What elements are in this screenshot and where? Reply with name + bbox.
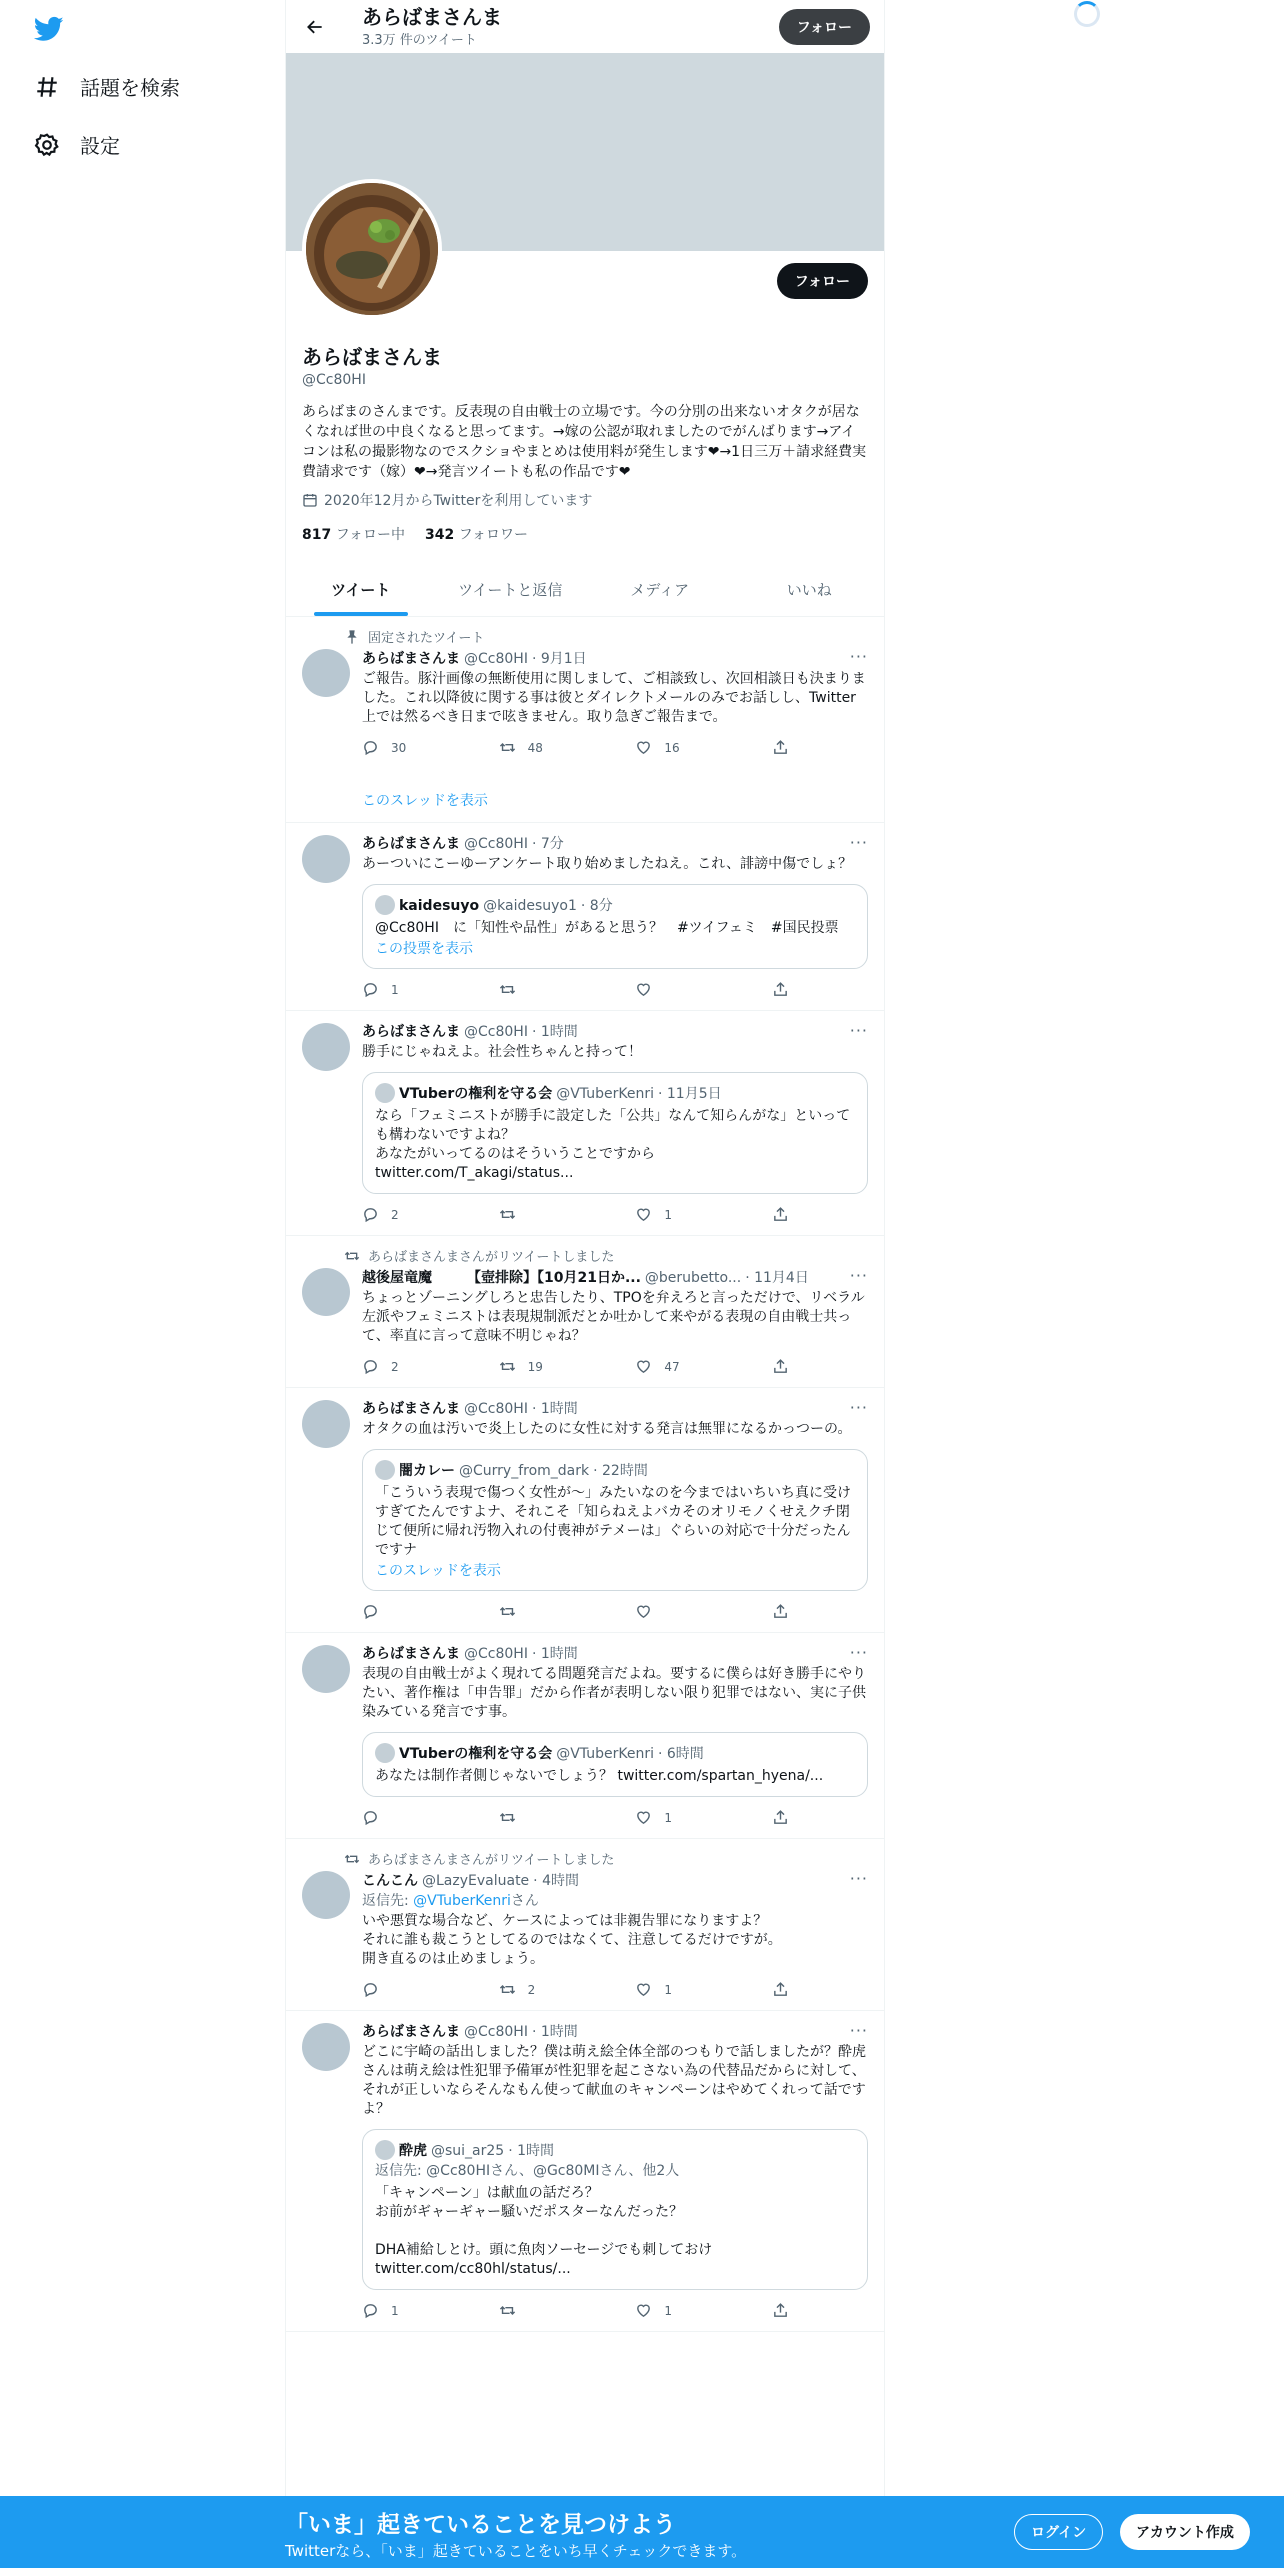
- loading-spinner: [1074, 1, 1100, 27]
- quoted-time: · 11月5日: [657, 1086, 722, 1102]
- social-context-text: 固定されたツイート: [368, 631, 485, 646]
- tweet-header: [362, 1870, 868, 1890]
- following-link[interactable]: [302, 524, 405, 544]
- tab-likes[interactable]: いいね: [786, 581, 832, 599]
- quoted-author-handle: @sui_ar25: [431, 2143, 505, 2159]
- more-options-icon[interactable]: ···: [849, 1398, 868, 1417]
- profile-follow-button[interactable]: フォロー: [777, 263, 868, 299]
- tweet-avatar[interactable]: [302, 835, 350, 883]
- reply-to-suffix: さん: [510, 1893, 539, 1909]
- like-button[interactable]: [635, 1981, 735, 1998]
- quoted-reply-to: 返信先: @Cc80HIさん、@Gc80MIさん、他2人: [375, 2163, 680, 2179]
- reply-to-user[interactable]: @VTuberKenri: [413, 1893, 511, 1909]
- retweet-icon: [344, 1248, 360, 1264]
- tweet-time[interactable]: · 7分: [531, 836, 564, 852]
- following-count: 817: [302, 527, 332, 543]
- quoted-author-name: VTuberの権利を守る会: [399, 1746, 553, 1762]
- tweet-text: オタクの血は汚いで炎上したのに女性に対する発言は無罪になるかっつーの。: [362, 1421, 852, 1437]
- reply-button[interactable]: [362, 1358, 462, 1375]
- quoted-tweet[interactable]: [362, 884, 868, 969]
- tweet-author-handle[interactable]: @berubetto...: [644, 1270, 742, 1286]
- like-count: 47: [664, 1359, 680, 1374]
- reply-icon: [362, 1603, 379, 1620]
- nav-settings[interactable]: [34, 130, 120, 159]
- tweet-actions: [362, 1981, 792, 1998]
- quoted-tweet-header: [375, 1083, 855, 1103]
- like-count: 16: [664, 740, 680, 755]
- retweet-button[interactable]: [499, 2302, 599, 2319]
- login-button[interactable]: ログイン: [1014, 2514, 1103, 2550]
- retweet-count: 19: [527, 1359, 543, 1374]
- hashtag-icon: [34, 74, 60, 100]
- quoted-tweet[interactable]: [362, 2129, 868, 2290]
- tweet-avatar[interactable]: [302, 1400, 350, 1448]
- tweet-author-handle[interactable]: @Cc80HI: [464, 1646, 528, 1662]
- tweet[interactable]: [286, 1011, 884, 1236]
- following-label: フォロー中: [335, 527, 405, 543]
- retweet-button[interactable]: [499, 1981, 599, 1998]
- reply-count: 1: [391, 982, 399, 997]
- reply-icon: [362, 1206, 379, 1223]
- tweet-time[interactable]: · 4時間: [533, 1873, 579, 1889]
- quoted-author-name: 闇カレー: [399, 1463, 455, 1479]
- tab-media[interactable]: メディア: [630, 581, 690, 599]
- share-icon: [772, 1981, 789, 1998]
- tweet-header: [362, 2021, 868, 2041]
- retweet-count: 2: [527, 1982, 536, 1997]
- tweet-author-name[interactable]: あらばまさんま: [362, 2024, 460, 2040]
- reply-button[interactable]: [362, 981, 462, 998]
- tweet-time[interactable]: · 9月1日: [531, 651, 587, 667]
- tweet-avatar[interactable]: [302, 1645, 350, 1693]
- tweet-time[interactable]: · 1時間: [531, 1401, 578, 1417]
- share-icon: [772, 1809, 789, 1826]
- tweet-header: [362, 1267, 868, 1287]
- gear-icon: [34, 132, 60, 158]
- retweet-button[interactable]: [499, 1358, 599, 1375]
- avatar-image: [306, 183, 438, 315]
- tweet-actions: [362, 739, 792, 756]
- quoted-tweet-header: [375, 1743, 855, 1763]
- more-options-icon[interactable]: ···: [849, 833, 868, 852]
- back-button[interactable]: [300, 12, 330, 42]
- quoted-text: 「キャンペーン」は献血の話だろ？ お前がギャーギャー騒いだポスターなんだった？ DHA補給しとけ。頭に魚肉ソーセージでも刺しておけ twitter.com/cc80hl/status/...: [375, 2185, 713, 2277]
- tweet-time[interactable]: · 11月4日: [745, 1270, 809, 1286]
- quoted-author-name: VTuberの権利を守る会: [399, 1086, 553, 1102]
- reply-to-prefix: 返信先:: [362, 1893, 414, 1909]
- tweet-social-context: [332, 627, 868, 646]
- nav-explore[interactable]: [34, 72, 180, 101]
- tweet-actions: [362, 1809, 792, 1826]
- quoted-link[interactable]: この投票を表示: [375, 941, 473, 957]
- quoted-text: なら「フェミニストが勝手に設定した「公共」なんて知らんがな」といっても構わないですよね？ あなたがいってるのはそういうことですから twitter.com/T_akagi/status...: [375, 1108, 851, 1181]
- reply-count: 1: [391, 2303, 399, 2318]
- tweet[interactable]: [286, 1236, 884, 1388]
- retweet-icon: [499, 2302, 516, 2319]
- more-options-icon[interactable]: ···: [849, 1869, 868, 1888]
- more-options-icon[interactable]: ···: [849, 1021, 868, 1040]
- profile-bio: あらばまのさんまです。反表現の自由戦士の立場です。今の分別の出来ないオタクが居なくなれば世の中良くなると思ってます。→嫁の公認が取れましたのでがんばります→アイコンは私の撮影物なのでスクショやまとめは使用料が発生します❤→1日三万＋請求経費実費請求です（嫁）❤→発言ツイートも私の作品です❤: [302, 404, 867, 480]
- tweet-author-handle[interactable]: @Cc80HI: [464, 836, 528, 852]
- more-options-icon[interactable]: ···: [849, 647, 868, 666]
- reply-button[interactable]: [362, 1809, 462, 1826]
- retweet-icon: [499, 1981, 516, 1998]
- heart-icon: [635, 981, 652, 998]
- reply-count: 2: [391, 1207, 399, 1222]
- signup-button[interactable]: アカウント作成: [1120, 2514, 1250, 2550]
- quoted-tweet[interactable]: [362, 1072, 868, 1194]
- reply-button[interactable]: [362, 1206, 462, 1223]
- quoted-avatar: [375, 1083, 395, 1103]
- tweet-text: ご報告。豚汁画像の無断使用に関しまして、ご相談致し、次回相談日も決まりました。これ以降彼に関する事は彼とダイレクトメールのみでお話しし、Twitter上では然るべき日まで呟きません。取り急ぎご報告まで。: [362, 671, 866, 725]
- quoted-avatar: [375, 1743, 395, 1763]
- tab-tweets-and-replies[interactable]: ツイートと返信: [458, 581, 563, 599]
- like-count: 1: [664, 2303, 672, 2318]
- tweet[interactable]: [286, 2011, 884, 2332]
- tweet-header: [362, 648, 868, 668]
- retweet-icon: [499, 739, 516, 756]
- share-button[interactable]: [772, 1603, 792, 1620]
- tweet-actions: [362, 1358, 792, 1375]
- tweet-avatar[interactable]: [302, 1268, 350, 1316]
- like-button[interactable]: [635, 739, 735, 756]
- reply-icon: [362, 981, 379, 998]
- retweet-button[interactable]: [499, 739, 599, 756]
- quoted-text: あなたは制作者側じゃないでしょう？ twitter.com/spartan_hyena/...: [375, 1768, 824, 1784]
- tweet-text: どこに宇崎の話出しました？僕は萌え絵全体全部のつもりで話しましたが？酔虎さんは萌え絵は性犯罪予備軍が性犯罪を起こさない為の代替品だからに対して、それが正しいならそんなもん使って献血のキャンペーンはやめてくれって話ですよ？: [362, 2044, 866, 2117]
- like-button[interactable]: [635, 2302, 735, 2319]
- tweet-social-context: [332, 1849, 868, 1868]
- share-icon: [772, 1603, 789, 1620]
- tweet-text: 勝手にじゃねえよ。社会性ちゃんと持って！: [362, 1044, 642, 1060]
- tweet-avatar[interactable]: [302, 649, 350, 697]
- nav-settings-label: 設定: [80, 134, 120, 158]
- profile-head: [286, 251, 884, 341]
- more-options-icon[interactable]: ···: [849, 1643, 868, 1662]
- profile-joined: [286, 490, 884, 510]
- tweet-author-name[interactable]: 越後屋竜魔 【壺排除】【10月21日か...: [362, 1270, 641, 1286]
- profile-tabs: [286, 564, 884, 617]
- retweet-button[interactable]: [499, 1809, 599, 1826]
- quoted-tweet-header: [375, 2140, 855, 2160]
- heart-icon: [635, 1603, 652, 1620]
- tweet-time[interactable]: · 1時間: [531, 1024, 578, 1040]
- heart-icon: [635, 2302, 652, 2319]
- social-context-text: あらばまさんまさんがリツイートしました: [368, 1853, 615, 1868]
- signup-banner: [0, 2496, 1284, 2568]
- main-column: [285, 0, 885, 2568]
- timeline: [286, 617, 884, 2332]
- back-arrow-icon: [305, 17, 325, 37]
- retweet-button[interactable]: [499, 1206, 599, 1223]
- share-button[interactable]: [772, 739, 792, 756]
- quoted-tweet-header: [375, 1460, 855, 1480]
- tweet-text: あーついにこーゆーアンケート取り始めましたねえ。これ、誹謗中傷でしょ？: [362, 856, 853, 872]
- heart-icon: [635, 1206, 652, 1223]
- like-count: 1: [664, 1982, 672, 1997]
- share-icon: [772, 739, 789, 756]
- more-options-icon[interactable]: ···: [849, 1266, 868, 1285]
- calendar-icon: [302, 492, 318, 508]
- retweet-button[interactable]: [499, 1603, 599, 1620]
- followers-count: 342: [425, 527, 455, 543]
- tweet[interactable]: [286, 823, 884, 1011]
- reply-icon: [362, 1809, 379, 1826]
- like-count: 1: [664, 1207, 672, 1222]
- quoted-tweet-header: [375, 895, 855, 915]
- twitter-bird-icon[interactable]: [34, 14, 64, 44]
- quoted-time: · 22時間: [593, 1463, 648, 1479]
- retweet-icon: [499, 981, 516, 998]
- joined-text: 2020年12月からTwitterを利用しています: [324, 493, 593, 509]
- quoted-tweet[interactable]: [362, 1449, 868, 1591]
- quoted-author-handle: @kaidesuyo1: [483, 898, 577, 914]
- quoted-author-handle: @VTuberKenri: [556, 1086, 654, 1102]
- topbar-titles: [362, 5, 502, 48]
- profile-topbar: [286, 0, 884, 53]
- tweet-author-handle[interactable]: @Cc80HI: [464, 651, 528, 667]
- tweet-author-name[interactable]: あらばまさんま: [362, 1646, 460, 1662]
- followers-label: フォロワー: [458, 527, 528, 543]
- tweet[interactable]: [286, 1633, 884, 1839]
- tweet-author-name[interactable]: あらばまさんま: [362, 836, 460, 852]
- social-context-text: あらばまさんまさんがリツイートしました: [368, 1250, 615, 1265]
- quoted-link[interactable]: このスレッドを表示: [375, 1563, 501, 1579]
- quoted-time: · 8分: [580, 898, 613, 914]
- quoted-author-name: 酔虎: [399, 2143, 427, 2159]
- tweet-author-handle[interactable]: @LazyEvaluate: [422, 1873, 530, 1889]
- tweet[interactable]: [286, 617, 884, 823]
- reply-count: 30: [391, 740, 407, 755]
- tweet-avatar[interactable]: [302, 1023, 350, 1071]
- followers-link[interactable]: [425, 524, 528, 544]
- share-icon: [772, 981, 789, 998]
- retweet-icon: [344, 1851, 360, 1867]
- quoted-text: @Cc80HI に「知性や品性」があると思う？ #ツイフェミ #国民投票: [375, 920, 839, 936]
- retweet-icon: [499, 1206, 516, 1223]
- tweet-time[interactable]: · 1時間: [531, 1646, 578, 1662]
- quoted-author-handle: @Curry_from_dark: [459, 1463, 590, 1479]
- retweet-count: 48: [527, 740, 543, 755]
- retweet-button[interactable]: [499, 981, 599, 998]
- like-count: 1: [664, 1810, 672, 1825]
- tweet-author-name[interactable]: あらばまさんま: [362, 1024, 460, 1040]
- profile-handle: @Cc80HI: [302, 372, 366, 388]
- share-button[interactable]: [772, 981, 792, 998]
- tweet-author-handle[interactable]: @Cc80HI: [464, 1024, 528, 1040]
- quoted-avatar: [375, 895, 395, 915]
- follow-stats: [286, 524, 884, 544]
- like-button[interactable]: [635, 981, 735, 998]
- show-thread-link[interactable]: このスレッドを表示: [362, 793, 488, 809]
- reply-button[interactable]: [362, 1981, 462, 1998]
- share-icon: [772, 1358, 789, 1375]
- heart-icon: [635, 1981, 652, 1998]
- reply-count: 2: [391, 1359, 399, 1374]
- quoted-time: · 6時間: [657, 1746, 704, 1762]
- heart-icon: [635, 1358, 652, 1375]
- tweet-text: いや悪質な場合など、ケースによっては非親告罪になりますよ？ それに誰も裁こうとしてるのではなくて、注意してるだけですが。 開き直るのは止めましょう。: [362, 1913, 782, 1967]
- pin-icon: [344, 629, 360, 645]
- tweet-social-context: [332, 1246, 868, 1265]
- tweet-header: [362, 1021, 868, 1041]
- reply-button[interactable]: [362, 2302, 462, 2319]
- reply-button[interactable]: [362, 1603, 462, 1620]
- like-button[interactable]: [635, 1603, 735, 1620]
- tweet-avatar[interactable]: [302, 2023, 350, 2071]
- tweet-author-name[interactable]: こんこん: [362, 1873, 418, 1889]
- nav-explore-label: 話題を検索: [80, 76, 180, 100]
- more-options-icon[interactable]: ···: [849, 2021, 868, 2040]
- tweet-actions: [362, 1206, 792, 1223]
- topbar-follow-button[interactable]: フォロー: [779, 9, 870, 45]
- tweet-header: [362, 833, 868, 853]
- tweet-text: ちょっとゾーニングしろと忠告したり、TPOを弁えろと言っただけで、リベラル左派やフェミニストは表現規制派だとか吐かして来やがる表現の自由戦士共って、率直に言って意味不明じゃね？: [362, 1290, 865, 1344]
- retweet-icon: [499, 1603, 516, 1620]
- tweet-author-handle[interactable]: @Cc80HI: [464, 2024, 528, 2040]
- retweet-icon: [499, 1358, 516, 1375]
- tweet-avatar[interactable]: [302, 1871, 350, 1919]
- profile-avatar[interactable]: [302, 179, 442, 319]
- share-button[interactable]: [772, 1981, 792, 1998]
- quoted-tweet[interactable]: [362, 1732, 868, 1797]
- signup-banner-title: 「いま」起きていることを見つけよう: [285, 2512, 676, 2538]
- tweet-author-handle[interactable]: @Cc80HI: [464, 1401, 528, 1417]
- reply-icon: [362, 1981, 379, 1998]
- tweet-author-name[interactable]: あらばまさんま: [362, 1401, 460, 1417]
- topbar-tweet-count: 3.3万 件のツイート: [362, 33, 477, 48]
- like-button[interactable]: [635, 1809, 735, 1826]
- tweet-header: [362, 1398, 868, 1418]
- like-button[interactable]: [635, 1358, 735, 1375]
- share-icon: [772, 1206, 789, 1223]
- tab-tweets[interactable]: ツイート: [286, 564, 436, 616]
- tweet-text: 表現の自由戦士がよく現れてる問題発言だよね。要するに僕らは好き勝手にやりたい、著作権は「申告罪」だから作者が表明しない限り犯罪ではない、実に子供染みている発言です事。: [362, 1666, 866, 1720]
- tweet-actions: [362, 981, 792, 998]
- share-button[interactable]: [772, 1358, 792, 1375]
- share-button[interactable]: [772, 2302, 792, 2319]
- topbar-name: あらばまさんま: [362, 5, 502, 29]
- quoted-time: · 1時間: [508, 2143, 555, 2159]
- tweet-actions: [362, 1603, 792, 1620]
- reply-button[interactable]: [362, 739, 462, 756]
- reply-icon: [362, 739, 379, 756]
- heart-icon: [635, 1809, 652, 1826]
- tweet-actions: [362, 2302, 792, 2319]
- share-button[interactable]: [772, 1206, 792, 1223]
- share-icon: [772, 2302, 789, 2319]
- heart-icon: [635, 739, 652, 756]
- tweet[interactable]: [286, 1839, 884, 2011]
- tweet-header: [362, 1643, 868, 1663]
- tweet-time[interactable]: · 1時間: [531, 2024, 578, 2040]
- tweet[interactable]: [286, 1388, 884, 1633]
- reply-icon: [362, 2302, 379, 2319]
- like-button[interactable]: [635, 1206, 735, 1223]
- quoted-avatar: [375, 1460, 395, 1480]
- retweet-icon: [499, 1809, 516, 1826]
- tweet-author-name[interactable]: あらばまさんま: [362, 651, 460, 667]
- share-button[interactable]: [772, 1809, 792, 1826]
- signup-banner-subtitle: Twitterなら、「いま」起きていることをいち早くチェックできます。: [285, 2542, 747, 2560]
- profile-name: あらばまさんま: [302, 345, 442, 369]
- quoted-text: 「こういう表現で傷つく女性が～」みたいなのを今まではいちいち真に受けすぎてたんですよナ、それこそ「知らねえよバカそのオリモノくせえクチ閉じて便所に帰れ汚物入れの付喪神がテメーは」ぐらいの対応で十分だったんですナ: [375, 1485, 851, 1558]
- quoted-author-name: kaidesuyo: [399, 898, 480, 914]
- reply-icon: [362, 1358, 379, 1375]
- quoted-avatar: [375, 2140, 395, 2160]
- reply-to: [362, 1890, 868, 1910]
- quoted-author-handle: @VTuberKenri: [556, 1746, 654, 1762]
